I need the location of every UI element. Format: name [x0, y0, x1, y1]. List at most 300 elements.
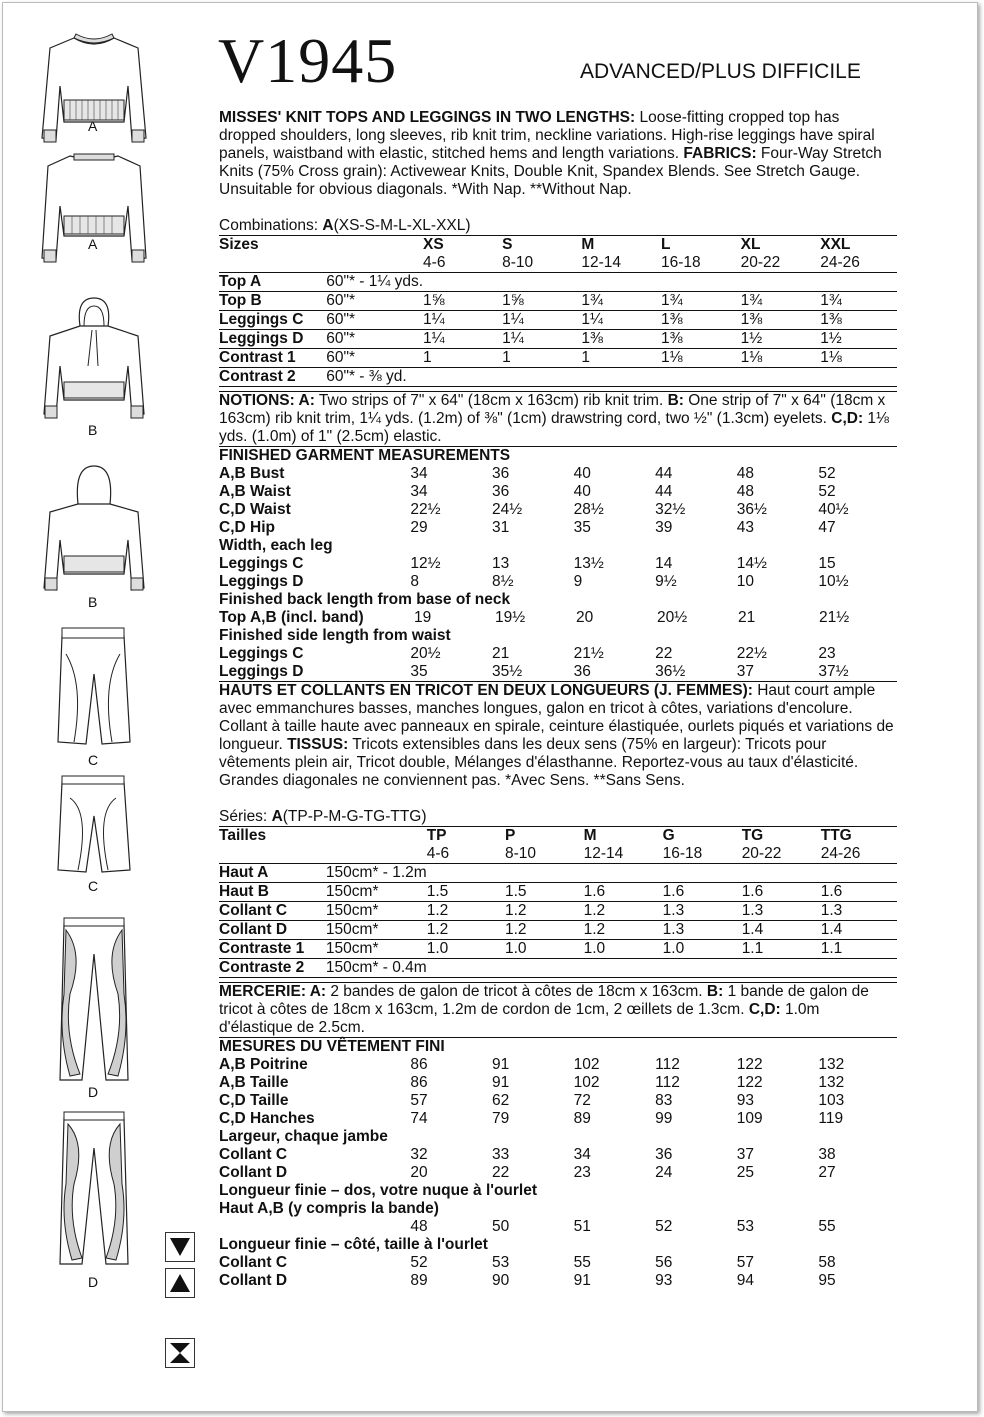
table-cell: 1⅜ [581, 330, 661, 349]
table-cell: 109 [736, 1110, 763, 1127]
size-range [326, 845, 427, 864]
table-cell: 91 [491, 1074, 510, 1091]
table-cell [328, 1092, 411, 1110]
size-header: M [584, 827, 663, 846]
table-cell: 22½ [736, 645, 767, 662]
table-cell: 1.2 [505, 902, 584, 921]
size-header: XXL [820, 236, 897, 255]
table-cell: 44 [655, 483, 673, 500]
table-cell: 150cm* [326, 883, 427, 902]
table-cell: 48 [410, 1218, 428, 1235]
table-cell: 53 [736, 1218, 755, 1235]
table-cell: 20½ [657, 609, 688, 626]
table-cell: 62 [491, 1092, 510, 1109]
table-cell: 150cm* [326, 940, 427, 959]
triangle-down-icon [165, 1232, 195, 1262]
size-header: TG [742, 827, 821, 846]
row-label: Leggings D [219, 330, 326, 349]
table-cell: 13 [491, 555, 510, 572]
table-cell: 102 [573, 1074, 600, 1091]
table-cell [661, 368, 741, 387]
table-cell: 1⅛ [741, 349, 821, 368]
table-cell [820, 368, 897, 387]
size-range: 24-26 [820, 254, 897, 273]
table-cell: 1.0 [663, 940, 742, 959]
table-cell: 1.0 [505, 940, 584, 959]
table-cell: 52 [818, 483, 836, 500]
table-cell: 1¾ [741, 292, 821, 311]
size-header: G [663, 827, 742, 846]
table-cell: 8 [410, 573, 420, 590]
table-cell: 1.1 [742, 940, 821, 959]
french-yardage-table [219, 826, 897, 978]
size-range: 8-10 [502, 254, 581, 273]
table-cell: 57 [410, 1092, 428, 1109]
table-cell [505, 959, 584, 978]
row-label: C,D Taille [219, 1092, 289, 1109]
table-cell: 93 [655, 1272, 673, 1289]
table-cell: 1⅜ [661, 311, 741, 330]
row-label: Leggings C [219, 645, 304, 662]
table-cell: 36 [491, 483, 510, 500]
table-cell: 53 [491, 1254, 510, 1271]
table-cell [502, 273, 581, 292]
english-section [219, 109, 897, 1290]
table-cell: 55 [573, 1254, 591, 1271]
table-cell: 29 [410, 519, 428, 536]
size-range: 12-14 [581, 254, 661, 273]
size-range: 16-18 [661, 254, 741, 273]
table-cell: 60"* [326, 311, 423, 330]
table-cell [661, 273, 741, 292]
table-cell: 37 [736, 1146, 755, 1163]
row-label: Collant C [219, 902, 326, 921]
table-cell [820, 273, 897, 292]
table-cell: 90 [491, 1272, 510, 1289]
table-cell: 20 [576, 609, 594, 626]
table-cell: 1.2 [427, 902, 505, 921]
table-cell: 20 [410, 1164, 428, 1181]
french-notions: MERCERIE: A: 2 bandes de galon de tricot à côtes de 18cm x 163cm. B: 1 bande de galon de tricot à côtes de 18cm x 163cm, 1.2m de cordon de 1cm, 2 œillets de 1.3cm. C,D: 1.0m d'élastique de 2.5cm. [219, 983, 869, 1036]
table-cell: 36 [573, 663, 591, 680]
size-header: S [502, 236, 581, 255]
size-range: 20-22 [741, 254, 821, 273]
size-header: Sizes [219, 236, 326, 255]
table-cell: 60"* [326, 330, 423, 349]
table-cell: 36 [655, 1146, 673, 1163]
sketch-label: B [88, 594, 98, 610]
table-cell [427, 959, 505, 978]
size-header: XL [741, 236, 821, 255]
size-range: 8-10 [505, 845, 584, 864]
table-cell: 83 [655, 1092, 673, 1109]
size-range: 24-26 [821, 845, 897, 864]
table-cell: 122 [736, 1056, 763, 1073]
table-cell: 19½ [495, 609, 526, 626]
table-cell [328, 1218, 411, 1236]
table-cell: 1¾ [661, 292, 741, 311]
table-cell: 1⅝ [502, 292, 581, 311]
side-length-title: Finished side length from waist [219, 627, 451, 644]
sketch-leggings-d-back [40, 1108, 148, 1268]
row-label: Contrast 2 [219, 368, 326, 387]
table-cell: 37 [736, 663, 755, 680]
table-cell: 40 [573, 483, 591, 500]
table-cell: 34 [410, 483, 428, 500]
table-cell: 9½ [655, 573, 677, 590]
row-label: Haut A [219, 864, 326, 883]
row-label: Collant D [219, 1164, 288, 1181]
table-cell: 60"* [326, 349, 423, 368]
table-cell [584, 959, 663, 978]
sketch-leggings-c-back [40, 772, 148, 876]
french-measurements-title: MESURES DU VÊTEMENT FINI [219, 1038, 445, 1055]
size-header: TP [427, 827, 505, 846]
table-cell: 1⅛ [820, 349, 897, 368]
row-label: A,B Bust [219, 465, 285, 482]
table-cell: 39 [655, 519, 673, 536]
table-cell: 35½ [491, 663, 523, 680]
table-cell [328, 645, 411, 663]
table-cell: 1.6 [821, 883, 897, 902]
french-back-table [219, 1218, 897, 1236]
row-label: Collant D [219, 921, 326, 940]
table-cell [328, 1164, 411, 1182]
row-label: Leggings C [219, 555, 304, 572]
table-cell: 56 [655, 1254, 673, 1271]
row-label: Top A [219, 273, 326, 292]
table-cell [742, 959, 821, 978]
table-cell [584, 864, 663, 883]
sketch-top-a-back [40, 152, 148, 274]
table-cell: 40½ [818, 501, 849, 518]
table-cell: 86 [410, 1074, 428, 1091]
table-cell: 150cm* - 0.4m [325, 959, 427, 976]
table-cell: 74 [410, 1110, 428, 1127]
french-back-length-title: Longueur finie – dos, votre nuque à l'ourlet [219, 1182, 538, 1199]
row-label: Top A,B (incl. band) [219, 609, 364, 626]
table-cell: 122 [736, 1074, 763, 1091]
table-cell: 1.4 [742, 921, 821, 940]
table-cell: 25 [736, 1164, 755, 1181]
french-measure-table [219, 1056, 897, 1128]
row-label: Leggings C [219, 311, 326, 330]
english-back-table [219, 609, 897, 627]
table-cell: 44 [655, 465, 673, 482]
size-range [219, 254, 326, 273]
row-label: Haut B [219, 883, 326, 902]
table-cell: 1.3 [663, 921, 742, 940]
table-cell: 1.6 [663, 883, 742, 902]
table-cell: 55 [818, 1218, 836, 1235]
table-cell: 1.6 [584, 883, 663, 902]
table-cell: 132 [818, 1056, 845, 1073]
sketch-label: C [88, 878, 99, 894]
table-cell: 24 [655, 1164, 673, 1181]
size-range: 16-18 [663, 845, 742, 864]
table-cell: 34 [573, 1146, 591, 1163]
row-label: C,D Hip [219, 519, 275, 536]
row-label: Contraste 2 [219, 959, 326, 978]
sketch-label: A [88, 118, 98, 134]
size-header [326, 236, 423, 255]
table-cell: 72 [573, 1092, 591, 1109]
table-cell [328, 483, 411, 501]
table-cell: 22½ [410, 501, 441, 518]
table-cell: 112 [655, 1056, 680, 1073]
table-cell: 1¼ [581, 311, 661, 330]
table-cell: 13½ [573, 555, 604, 572]
table-cell: 1¼ [502, 311, 581, 330]
table-cell [663, 959, 742, 978]
table-cell: 60"* [326, 292, 423, 311]
table-cell: 32½ [655, 501, 686, 518]
table-cell: 22 [655, 645, 673, 662]
table-cell: 20½ [410, 645, 441, 662]
table-cell: 1 [581, 349, 661, 368]
table-cell: 14½ [736, 555, 767, 572]
table-cell: 89 [410, 1272, 428, 1289]
french-width-table [219, 1146, 897, 1182]
table-cell: 15 [818, 555, 836, 572]
table-cell: 1½ [741, 330, 821, 349]
row-label: Contrast 1 [219, 349, 326, 368]
size-header: TTG [821, 827, 897, 846]
sketch-label: D [88, 1274, 99, 1290]
table-cell: 1.0 [584, 940, 663, 959]
sketch-leggings-d-front [40, 914, 148, 1084]
size-header: P [505, 827, 584, 846]
table-cell [581, 273, 661, 292]
size-range [326, 254, 423, 273]
table-cell: 21 [738, 609, 756, 626]
table-cell: 37½ [818, 663, 849, 680]
table-cell [741, 368, 821, 387]
table-cell: 21½ [819, 609, 850, 626]
table-cell: 112 [655, 1074, 680, 1091]
table-cell [328, 573, 411, 591]
english-measure-table [219, 465, 897, 537]
sketch-top-a-front [40, 26, 148, 156]
table-cell: 1¾ [820, 292, 897, 311]
sketch-label: C [88, 752, 99, 768]
table-cell: 33 [491, 1146, 510, 1163]
row-label [219, 1218, 328, 1236]
table-cell: 1⅝ [423, 292, 502, 311]
table-cell: 1.2 [505, 921, 584, 940]
table-cell: 24½ [491, 501, 523, 518]
row-label: Top B [219, 292, 326, 311]
table-cell: 21 [491, 645, 510, 662]
size-range [219, 845, 326, 864]
table-cell: 86 [410, 1056, 428, 1073]
table-cell: 32 [410, 1146, 428, 1163]
table-cell [821, 864, 897, 883]
combinations-line: Combinations: A(XS-S-M-L-XL-XXL) [219, 217, 471, 234]
table-cell: 52 [410, 1254, 428, 1271]
table-cell [663, 864, 742, 883]
french-description: HAUTS ET COLLANTS EN TRICOT EN DEUX LONGUEURS (J. FEMMES): Haut court ample avec emmanchures basses, manches longues, galon en tricot à côtes, variations d'encolure. Collant à taille haute avec panneaux en spirale, ceinture élastiquée, ourlets piqués et variations de longueur. TISSUS: Tricots extensibles dans les deux sens (75% en largeur): Tricots pour vêtements plein air, Tricot double, Mélanges d'élasthanne. Reportez-vous au taux d'élasticité. Grandes diagonales ne conviennent pas. *Avec Sens. **Sans Sens. [219, 682, 894, 789]
sketch-label: B [88, 422, 98, 438]
table-cell [328, 663, 411, 681]
table-cell: 1.1 [821, 940, 897, 959]
table-cell: 1½ [820, 330, 897, 349]
table-cell: 14 [655, 555, 673, 572]
table-cell [328, 519, 411, 537]
table-cell: 47 [818, 519, 836, 536]
table-cell [741, 273, 821, 292]
english-side-table [219, 645, 897, 681]
french-side-length-title: Longueur finie – côté, taille à l'ourlet [219, 1236, 488, 1253]
table-cell: 94 [736, 1272, 755, 1289]
table-cell [505, 864, 584, 883]
table-cell: 35 [410, 663, 428, 680]
table-cell: 40 [573, 465, 591, 482]
size-header [326, 827, 427, 846]
table-cell: 12½ [410, 555, 441, 572]
table-cell: 1¼ [423, 311, 502, 330]
table-cell: 1.3 [742, 902, 821, 921]
table-cell: 1¼ [423, 330, 502, 349]
table-cell: 1.6 [742, 883, 821, 902]
table-cell: 1.3 [663, 902, 742, 921]
size-header: Tailles [219, 827, 326, 846]
size-header: XS [423, 236, 502, 255]
table-cell: 43 [736, 519, 755, 536]
table-cell: 150cm* [326, 902, 427, 921]
sketch-leggings-c-front [40, 624, 148, 748]
difficulty-level: ADVANCED/PLUS DIFFICILE [580, 60, 861, 83]
table-cell: 10 [736, 573, 755, 590]
row-label: Contraste 1 [219, 940, 326, 959]
back-length-title: Finished back length from base of neck [219, 591, 511, 608]
table-cell: 1⅛ [661, 349, 741, 368]
table-cell: 95 [818, 1272, 836, 1289]
table-cell: 36 [491, 465, 510, 482]
table-cell [423, 368, 502, 387]
table-cell [742, 864, 821, 883]
row-label: C,D Hanches [219, 1110, 315, 1127]
table-cell [328, 555, 411, 573]
size-range: 12-14 [584, 845, 663, 864]
table-cell: 34 [410, 465, 428, 482]
table-cell: 8½ [491, 573, 514, 590]
pattern-number: V1945 [218, 25, 398, 96]
table-cell: 1.5 [505, 883, 584, 902]
table-cell: 48 [736, 483, 755, 500]
series-line: Séries: A(TP-P-M-G-TG-TTG) [219, 808, 427, 825]
table-cell [328, 1074, 411, 1092]
table-cell: 1⅜ [820, 311, 897, 330]
table-cell: 1.2 [427, 921, 505, 940]
size-header: M [581, 236, 661, 255]
table-cell [328, 1272, 411, 1290]
table-cell: 103 [818, 1092, 845, 1109]
table-cell [502, 368, 581, 387]
sketch-top-b-front [40, 296, 148, 421]
row-label: C,D Waist [219, 501, 291, 518]
table-cell [328, 1254, 411, 1272]
table-cell: 52 [655, 1218, 673, 1235]
table-cell [328, 501, 411, 519]
sketch-top-b-back [40, 464, 148, 594]
table-cell: 22 [491, 1164, 510, 1181]
sketch-label: A [88, 236, 98, 252]
table-cell: 10½ [818, 573, 849, 590]
row-label: Leggings D [219, 663, 304, 680]
table-cell: 1.5 [427, 883, 505, 902]
table-cell: 1.2 [584, 902, 663, 921]
row-label: A,B Taille [219, 1074, 289, 1091]
table-cell: 99 [655, 1110, 673, 1127]
table-cell: 28½ [573, 501, 604, 518]
table-cell [328, 1146, 411, 1164]
row-label: Collant C [219, 1254, 288, 1271]
table-cell: 38 [818, 1146, 836, 1163]
triangle-up-icon [165, 1268, 195, 1298]
french-side-table [219, 1254, 897, 1290]
table-cell: 52 [818, 465, 836, 482]
table-cell: 1¼ [502, 330, 581, 349]
table-cell: 50 [491, 1218, 510, 1235]
table-cell: 150cm* - 1.2m [325, 864, 427, 881]
table-cell: 23 [573, 1164, 591, 1181]
english-width-table [219, 555, 897, 591]
table-cell: 51 [573, 1218, 591, 1235]
size-header: L [661, 236, 741, 255]
table-cell: 1.3 [821, 902, 897, 921]
row-label: A,B Poitrine [219, 1056, 308, 1073]
row-label: Collant C [219, 1146, 288, 1163]
english-yardage-table [219, 235, 897, 387]
table-cell [328, 1110, 411, 1128]
table-cell: 1 [502, 349, 581, 368]
table-cell: 36½ [655, 663, 686, 680]
size-range: 20-22 [742, 845, 821, 864]
table-cell [427, 864, 505, 883]
table-cell: 1.4 [821, 921, 897, 940]
french-back-length-subtitle: Haut A,B (y compris la bande) [219, 1200, 439, 1217]
sketch-label: D [88, 1084, 99, 1100]
table-cell: 1.2 [584, 921, 663, 940]
table-cell: 36½ [736, 501, 767, 518]
table-cell: 150cm* [326, 921, 427, 940]
table-cell: 58 [818, 1254, 836, 1271]
table-cell: 48 [736, 465, 755, 482]
row-label: Collant D [219, 1272, 288, 1289]
table-cell: 1¾ [581, 292, 661, 311]
english-description: MISSES' KNIT TOPS AND LEGGINGS IN TWO LENGTHS: Loose-fitting cropped top has dropped shoulders, long sleeves, rib knit trim, neckline variations. High-rise leggings have spiral panels, waistband with elastic, stitched hems and length variations. FABRICS: Four-Way Stretch Knits (75% Cross grain): Activewear Knits, Double Knit, Spandex Blends. See Stretch Gauge. Unsuitable for obvious diagonals. *With Nap. **Without Nap. [219, 109, 882, 198]
table-cell [821, 959, 897, 978]
table-cell: 1⅜ [741, 311, 821, 330]
table-cell: 132 [818, 1074, 845, 1091]
width-title: Width, each leg [219, 537, 333, 554]
table-cell: 21½ [573, 645, 604, 662]
table-cell: 1 [423, 349, 502, 368]
measurements-title: FINISHED GARMENT MEASUREMENTS [219, 447, 511, 464]
french-width-title: Largeur, chaque jambe [219, 1128, 388, 1145]
table-cell: 119 [818, 1110, 844, 1127]
table-cell: 102 [573, 1056, 600, 1073]
size-range: 4-6 [423, 254, 502, 273]
table-cell: 91 [573, 1272, 591, 1289]
table-cell [328, 1056, 411, 1074]
table-cell: 89 [573, 1110, 591, 1127]
table-cell: 93 [736, 1092, 755, 1109]
table-cell [423, 273, 502, 292]
table-cell: 60"* - ⅜ yd. [326, 368, 423, 387]
table-cell [581, 368, 661, 387]
